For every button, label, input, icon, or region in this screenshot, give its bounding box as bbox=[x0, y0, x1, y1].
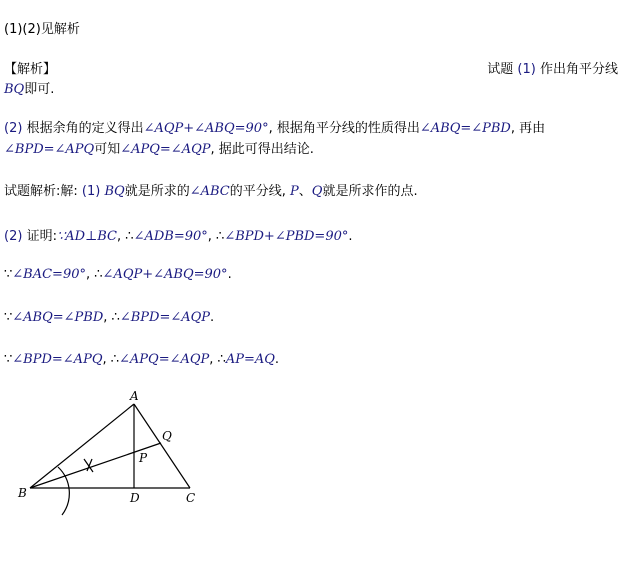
proof-eq3: ∠BAC=90° bbox=[12, 267, 86, 282]
label-a: A bbox=[130, 389, 139, 403]
label-b: B bbox=[18, 486, 27, 500]
solution-text1: 就是所求的 bbox=[124, 184, 190, 199]
solution-index: (1) bbox=[81, 184, 101, 199]
analysis-step1-end: 即可. bbox=[24, 82, 55, 97]
solution-segment: BQ bbox=[104, 184, 125, 199]
analysis-step2-text5: , 据此可得出结论. bbox=[210, 142, 314, 157]
analysis-step2-text2: , 根据角平分线的性质得出 bbox=[268, 121, 420, 136]
proof-eq2: ∠BPD+∠PBD=90° bbox=[224, 229, 349, 244]
because-symbol: ∵ bbox=[4, 267, 13, 282]
solution-text3: 就是所求作的点. bbox=[322, 184, 418, 199]
proof-eq6: ∠BPD=∠AQP bbox=[119, 310, 211, 325]
proof-end4: . bbox=[274, 352, 280, 367]
label-q: Q bbox=[162, 429, 172, 443]
proof-eq8: ∠APQ=∠AQP bbox=[119, 352, 210, 367]
analysis-step2-index: (2) bbox=[4, 121, 23, 136]
proof-index: (2) bbox=[4, 229, 23, 244]
proof-therefore4: , ∴ bbox=[103, 310, 120, 325]
solution-sep: 、 bbox=[298, 184, 312, 199]
proof-therefore2: , ∴ bbox=[207, 229, 225, 244]
label-d: D bbox=[130, 491, 140, 505]
proof-end3: . bbox=[210, 310, 215, 325]
analysis-step1-text: 作出角平分线 bbox=[539, 62, 618, 77]
analysis-step2-eq3: ∠BPD=∠APQ bbox=[4, 142, 95, 157]
analysis-step1-prefix: 试题 bbox=[487, 62, 514, 77]
proof-eq7: ∠BPD=∠APQ bbox=[12, 352, 103, 367]
proof-end2: . bbox=[227, 267, 232, 282]
analysis-step2-text1: 根据余角的定义得出 bbox=[26, 121, 144, 136]
proof-therefore1: , ∴ bbox=[117, 229, 134, 244]
analysis-step2-text4: 可知 bbox=[94, 142, 121, 157]
analysis-step1-segment: BQ bbox=[4, 82, 25, 97]
because-symbol: ∵ bbox=[4, 352, 13, 367]
solution-prefix: 试题解析:解: bbox=[4, 184, 78, 199]
proof-therefore5: , ∴ bbox=[102, 352, 120, 367]
label-c: C bbox=[186, 491, 196, 505]
answer-text: (1)(2)见解析 bbox=[4, 22, 80, 37]
analysis-tag: 【解析】 bbox=[4, 62, 57, 77]
solution-point-q: Q bbox=[311, 184, 323, 199]
arc-mark bbox=[84, 459, 93, 472]
analysis-step2-eq4: ∠APQ=∠AQP bbox=[120, 142, 211, 157]
proof-eq4: ∠AQP+∠ABQ=90° bbox=[102, 267, 228, 282]
bisector-bq bbox=[30, 443, 161, 488]
solution-angle: ∠ABC bbox=[189, 184, 230, 199]
proof-therefore3: , ∴ bbox=[86, 267, 103, 282]
label-p: P bbox=[139, 451, 148, 465]
proof-therefore6: , ∴ bbox=[209, 352, 226, 367]
construction-arc bbox=[58, 467, 69, 515]
because-symbol: ∵ bbox=[4, 310, 13, 325]
analysis-step1-index: (1) bbox=[517, 62, 536, 77]
proof-label: 证明: bbox=[26, 229, 57, 244]
analysis-step2-text3: , 再由 bbox=[510, 121, 546, 136]
solution-point-p: P bbox=[290, 184, 299, 199]
proof-eq1: ∠ADB=90° bbox=[133, 229, 208, 244]
segment-ac bbox=[134, 404, 190, 488]
proof-conclusion: AP=AQ bbox=[225, 352, 275, 367]
proof-eq5: ∠ABQ=∠PBD bbox=[12, 310, 104, 325]
proof-premise1: ∵AD⊥BC bbox=[56, 229, 118, 244]
segment-ba bbox=[30, 404, 134, 488]
proof-end1: . bbox=[348, 229, 353, 244]
analysis-step2-eq1: ∠AQP+∠ABQ=90° bbox=[143, 121, 269, 136]
analysis-step2-eq2: ∠ABQ=∠PBD bbox=[419, 121, 511, 136]
solution-text2: 的平分线, bbox=[229, 184, 286, 199]
